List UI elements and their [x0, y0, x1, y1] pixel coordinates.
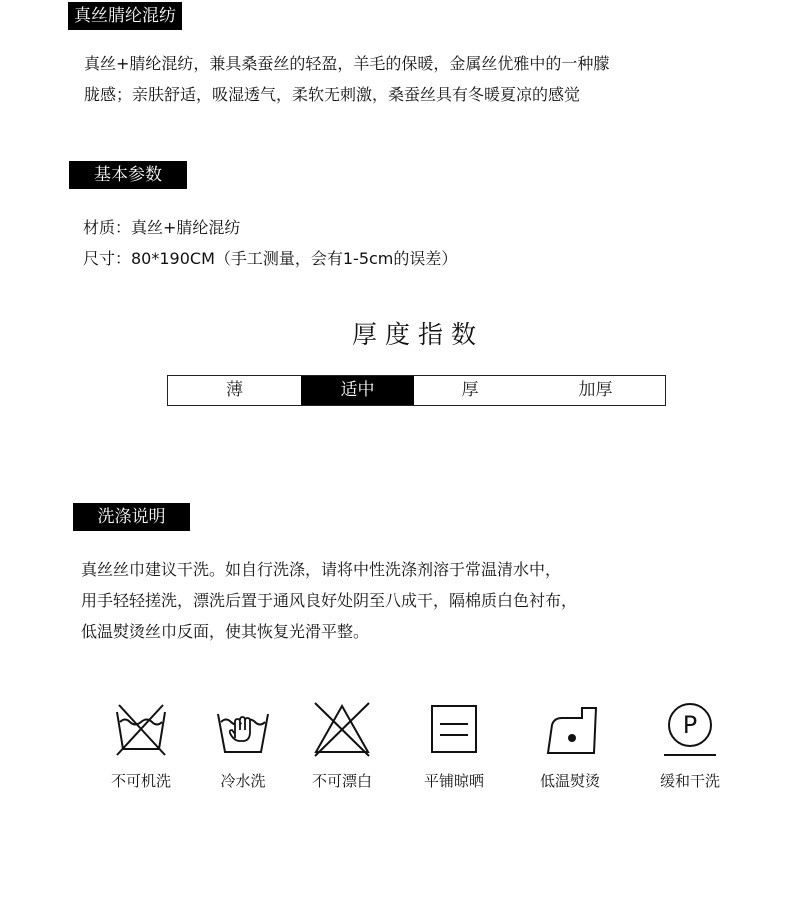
params-list	[83, 212, 457, 274]
size-spec: 尺寸：80*190CM（手工测量，会有1-5cm的误差）	[83, 249, 458, 268]
gentle-dry-clean-icon	[660, 700, 720, 760]
iron-low-label: 低温熨烫	[539, 772, 600, 790]
care-hand-wash	[198, 700, 288, 791]
no-machine-wash-label: 不可机洗	[110, 772, 171, 790]
params-heading: 基本参数	[69, 161, 187, 189]
thickness-level-medium: 适中	[301, 376, 414, 405]
thickness-scale	[167, 375, 666, 406]
thickness-title: 厚度指数	[351, 320, 484, 349]
no-bleach-label: 不可漂白	[311, 772, 372, 790]
thickness-level-thin: 薄	[226, 380, 243, 400]
hand-wash-label: 冷水洗	[220, 772, 266, 790]
washing-line-2: 用手轻轻搓洗，漂洗后置于通风良好处阴至八成干，隔棉质白色衬布，	[81, 591, 578, 610]
hand-wash-cold-icon	[213, 700, 273, 760]
no-machine-wash-icon	[111, 700, 171, 760]
fabric-line-1: 真丝+腈纶混纺，兼具桑蚕丝的轻盈，羊毛的保暖，金属丝优雅中的一种朦	[84, 54, 610, 73]
washing-heading: 洗涤说明	[73, 503, 190, 531]
washing-line-1: 真丝丝巾建议干洗。如自行洗涤，请将中性洗涤剂溶于常温清水中，	[81, 560, 562, 579]
gentle-dry-clean-label: 缓和干洗	[659, 772, 720, 790]
dry-clean-letter: P	[682, 711, 698, 739]
washing-line-3: 低温熨烫丝巾反面，使其恢复光滑平整。	[81, 622, 370, 641]
dry-flat-icon	[424, 700, 484, 760]
thickness-level-thick: 厚	[461, 380, 479, 400]
fabric-description	[84, 48, 609, 110]
iron-low-icon	[538, 700, 602, 760]
care-dry-flat	[409, 700, 499, 791]
care-no-bleach	[297, 700, 387, 791]
care-iron-low	[525, 700, 615, 791]
care-gentle-dry-clean	[645, 700, 735, 791]
no-bleach-icon	[312, 700, 372, 760]
fabric-heading: 真丝腈纶混纺	[68, 2, 182, 30]
care-no-machine-wash	[96, 700, 186, 791]
material-spec: 材质：真丝+腈纶混纺	[83, 218, 241, 237]
dry-flat-label: 平铺晾晒	[423, 772, 484, 790]
thickness-level-extra-thick: 加厚	[578, 380, 613, 400]
fabric-line-2: 胧感；亲肤舒适，吸湿透气，柔软无刺激，桑蚕丝具有冬暖夏凉的感觉	[84, 85, 581, 104]
washing-instructions	[81, 554, 577, 647]
